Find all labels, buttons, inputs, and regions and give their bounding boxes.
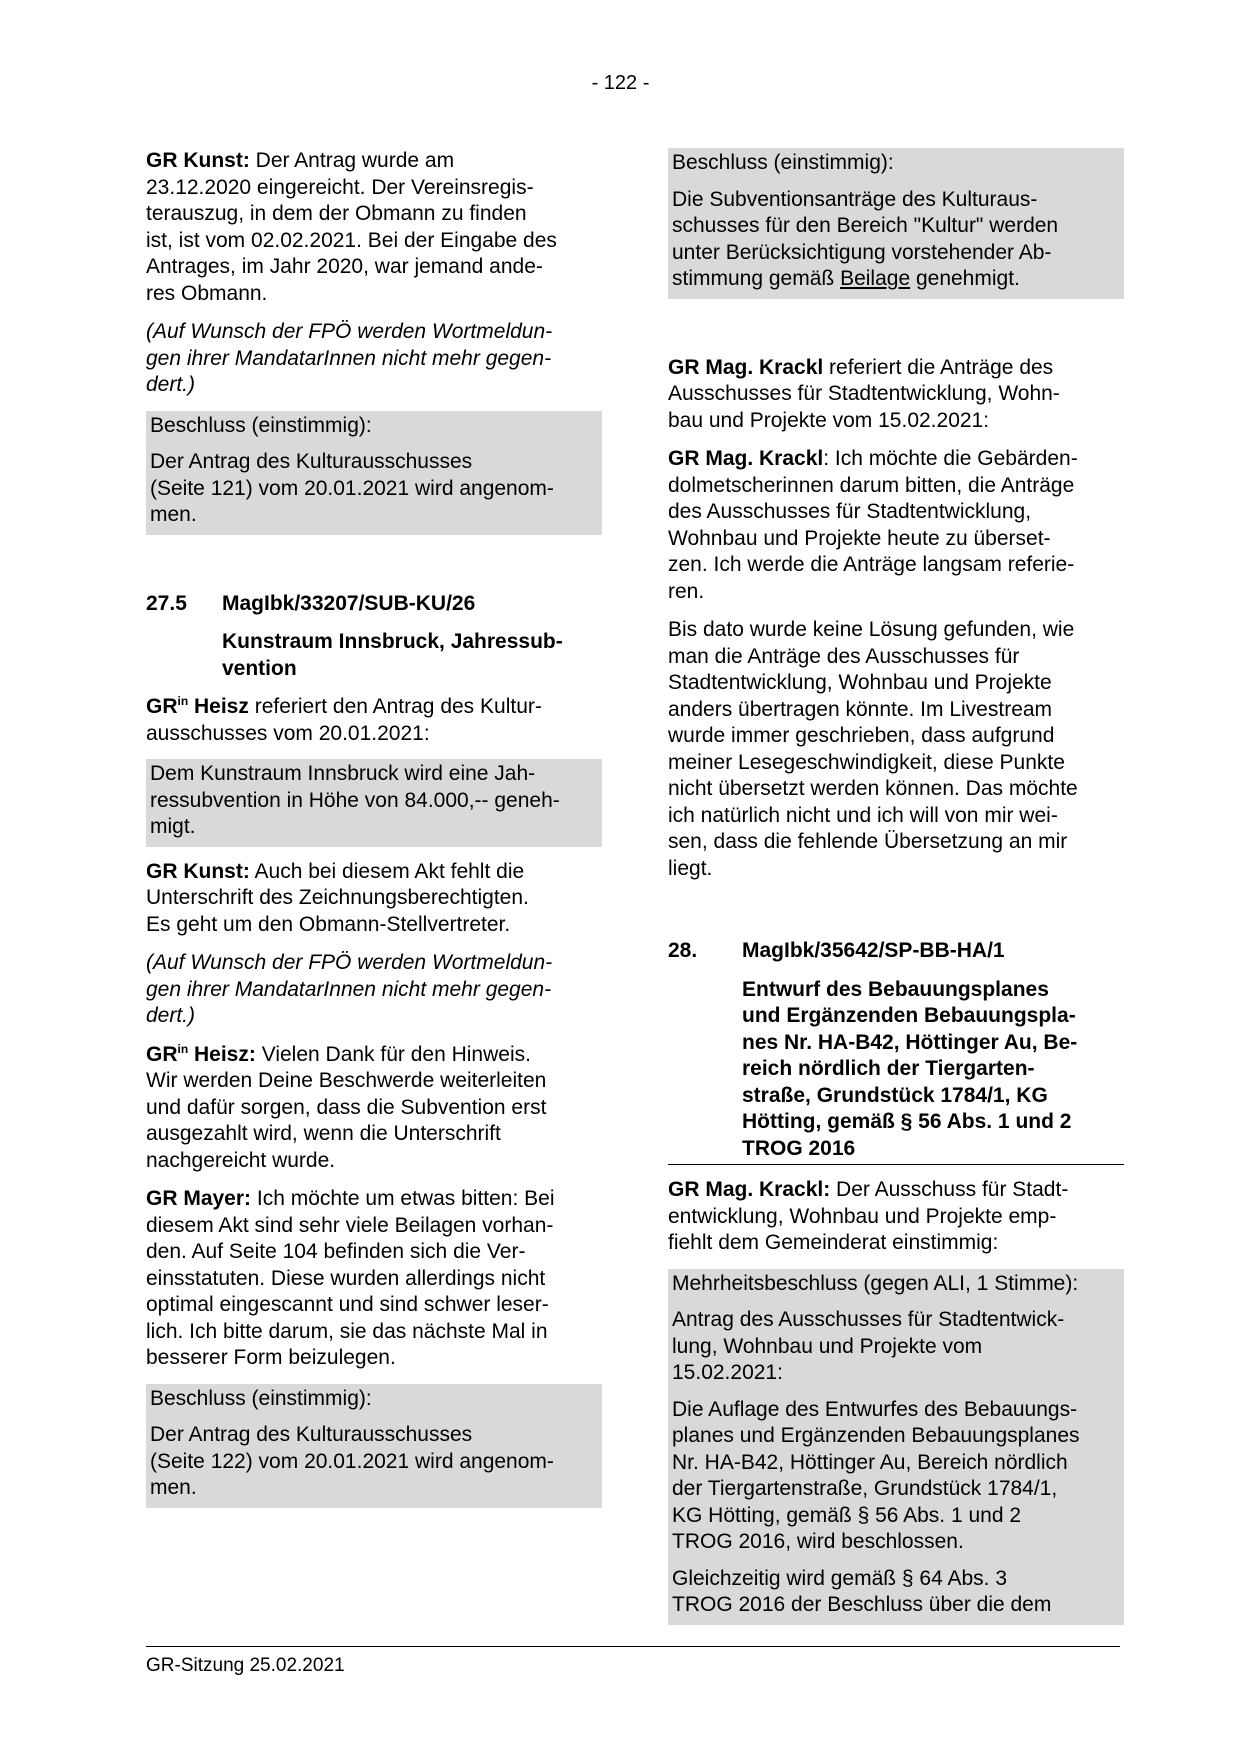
- decision-text: Gleichzeitig wird gemäß § 64 Abs. 3 TROG 2016 der Beschluss über die dem: [672, 1566, 1052, 1616]
- statement-krackl-3: Bis dato wurde keine Lösung gefunden, wie man die Anträge des Ausschusses für Stadtentwicklung, Wohnbau und Projekte anders übertragen könnte. Im Livestream wurde immer geschrieben, dass aufgrund meiner Lesegeschwindigkeit, diese Punkte nicht übersetzt werden können. Das möchte ich natürlich nicht und ich will von mir wei- sen, dass die fehlende Übersetzung an mir liegt.: [668, 618, 1078, 880]
- statement-text: Vielen Dank für den Hinweis. Wir werden Deine Beschwerde weiterleiten und dafür sorgen, dass die Subvention erst ausgezahlt wird, wenn die Unterschrift nachgereicht wurde.: [146, 1042, 547, 1172]
- statement-mayer: [146, 1186, 602, 1372]
- statement-heisz-2: [146, 1042, 602, 1175]
- decision-box: [146, 1384, 602, 1508]
- agenda-item-title: Kunstraum Innsbruck, Jahressub- vention: [222, 630, 563, 680]
- decision-text: Antrag des Ausschusses für Stadtentwick- lung, Wohnbau und Projekte vom 15.02.2021:: [672, 1308, 1065, 1384]
- agenda-item-block: [668, 938, 1124, 1165]
- statement-kunst-2: [146, 859, 602, 939]
- statement-text: : Ich möchte die Gebärden- dolmetscherinnen darum bitten, die Anträge des Ausschusses für Stadtentwicklung, Wohnbau und Projekte heute zu überset- zen. Ich werde die Anträge langsam referie- ren.: [668, 447, 1078, 603]
- agenda-item-header: [146, 591, 602, 618]
- decision-box: [146, 411, 602, 535]
- statement-krackl-1: [668, 355, 1124, 435]
- decision-box: [668, 1269, 1124, 1625]
- proposal-box: [146, 759, 602, 847]
- speaker-name: GR Mag. Krackl: [668, 355, 824, 379]
- agenda-item-reference: MagIbk/33207/SUB-KU/26: [222, 591, 476, 615]
- right-column: [668, 148, 1124, 1637]
- decision-box: [668, 148, 1124, 299]
- decision-label: Beschluss (einstimmig):: [150, 1386, 372, 1410]
- decision-text: Der Antrag des Kulturausschusses (Seite 122) vom 20.01.2021 wird angenom- men.: [150, 1423, 554, 1499]
- agenda-item-number: 28.: [668, 939, 698, 962]
- decision-label: Beschluss (einstimmig):: [672, 151, 894, 174]
- fpoe-note: (Auf Wunsch der FPÖ werden Wortmeldun- gen ihrer MandatarInnen nicht mehr gegen- dert.): [146, 320, 553, 396]
- statement-heisz-1: [146, 694, 602, 747]
- statement-text: Auch bei diesem Akt fehlt die Unterschrift des Zeichnungsberechtigten. Es geht um den Obmann-Stellvertreter.: [146, 859, 529, 936]
- speaker-name: GR Mayer:: [146, 1187, 252, 1210]
- agenda-item-number: 27.5: [146, 591, 187, 615]
- speaker-name: GR Mag. Krackl:: [668, 1178, 831, 1201]
- speaker-name: $GR^{in}$ Heisz: [146, 694, 249, 718]
- agenda-item-header: [668, 938, 1124, 965]
- statement-text: referiert die Anträge des Ausschusses für Stadtentwicklung, Wohn- bau und Projekte vom 15.02.2021:: [668, 355, 1060, 432]
- decision-label: Mehrheitsbeschluss (gegen ALI, 1 Stimme):: [672, 1271, 1079, 1295]
- proposal-text: Dem Kunstraum Innsbruck wird eine Jah- ressubvention in Höhe von 84.000,-- geneh- migt.: [150, 762, 560, 838]
- statement-text: Ich möchte um etwas bitten: Bei diesem Akt sind sehr viele Beilagen vorhan- den. Auf Seite 104 befinden sich die Ver- einsstatuten. Diese wurden allerdings nicht optimal eingescannt und sind schwer leser- lich. Ich bitte darum, sie das nächste Mal in besserer Form beizulegen.: [146, 1187, 555, 1369]
- statement-text: referiert den Antrag des Kultur- ausschusses vom 20.01.2021:: [146, 695, 542, 745]
- speaker-name: GR Mag. Krackl: [668, 447, 824, 470]
- footer-session-date: GR-Sitzung 25.02.2021: [146, 1655, 345, 1676]
- statement-kunst-1: [146, 148, 602, 307]
- left-column: [146, 148, 602, 1520]
- statement-text: Der Antrag wurde am 23.12.2020 eingereicht. Der Vereinsregis- terauszug, in dem der Obmann zu finden ist, ist vom 02.02.2021. Bei der Eingabe des Antrages, im Jahr 2020, war jemand ande- res Obmann.: [146, 149, 557, 305]
- speaker-name: GR Kunst:: [146, 149, 250, 172]
- beilage-link[interactable]: Beilage: [840, 267, 911, 290]
- decision-text: Der Antrag des Kulturausschusses (Seite 121) vom 20.01.2021 wird angenom- men.: [150, 450, 554, 526]
- speaker-name: $GR^{in}$ Heisz:: [146, 1041, 256, 1066]
- page-number: - 122 -: [591, 72, 650, 94]
- agenda-item-title: Entwurf des Bebauungsplanes und Ergänzenden Bebauungspla- nes Nr. HA-B42, Höttinger Au, Be- reich nördlich der Tiergarten- straße, Grundstück 1784/1, KG Hötting, gemäß § 56 Abs. 1 und 2 TROG 2016: [742, 977, 1078, 1160]
- footer-divider: [146, 1646, 1120, 1647]
- statement-krackl-4: [668, 1177, 1124, 1257]
- decision-text: Die Subventionsanträge des Kulturaus- schusses für den Bereich "Kultur" werden unter Berücksichtigung vorstehender Ab- stimmung gemäß Beilage genehmigt.: [672, 187, 1059, 290]
- speaker-name: GR Kunst:: [146, 859, 250, 883]
- fpoe-note: (Auf Wunsch der FPÖ werden Wortmeldun- gen ihrer MandatarInnen nicht mehr gegen- dert.): [146, 951, 553, 1027]
- decision-text: Die Auflage des Entwurfes des Bebauungs- planes und Ergänzenden Bebauungsplanes Nr. HA-B42, Höttinger Au, Bereich nördlich der Tiergartenstraße, Grundstück 1784/1, KG Hötting, gemäß § 56 Abs. 1 und 2 TROG 2016, wird beschlossen.: [672, 1397, 1080, 1553]
- statement-text: Der Ausschuss für Stadt- entwicklung, Wohnbau und Projekte emp- fiehlt dem Gemeinderat einstimmig:: [668, 1178, 1069, 1254]
- agenda-item-reference: MagIbk/35642/SP-BB-HA/1: [742, 939, 1005, 962]
- statement-krackl-2: [668, 446, 1124, 605]
- decision-label: Beschluss (einstimmig):: [150, 413, 372, 437]
